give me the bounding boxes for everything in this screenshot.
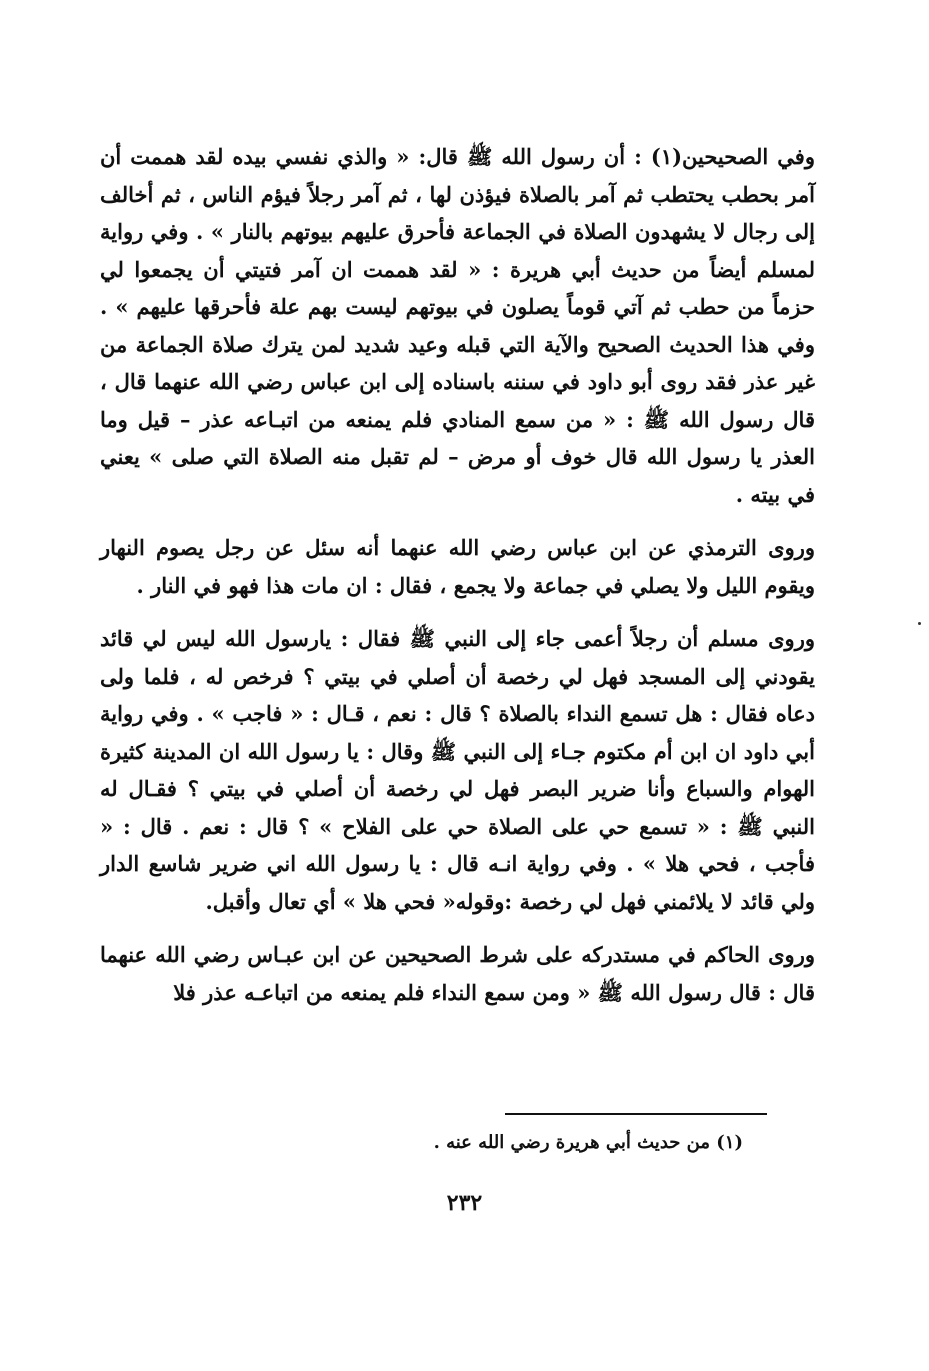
footnote-divider — [505, 1113, 767, 1115]
paragraph-2: وروى الترمذي عن ابن عباس رضي الله عنهما أنه سئل عن رجل يصوم النهار ويقوم الليل ولا يصلي في جماعة ولا يجمع ، فقال : ان مات هذا فهو في النار . — [100, 535, 815, 598]
footnote: (١) من حديث أبي هريرة رضي الله عنه . — [433, 1132, 743, 1153]
paragraph-3: وروى مسلم أن رجلاً أعمى جاء إلى النبي ﷺ فقال : يارسول الله ليس لي قائد يقودني إلى المسجد فهل لي رخصة أن أصلي في بيتي ؟ فرخص له ، فلما ولى دعاه فقال : هل تسمع النداء بالصلاة ؟ قال : نعم ، قـال : « فاجب » . وفي رواية أبي داود ان ابن أم مكتوم جـاء إلى النبي ﷺ وقال : يا رسول الله ان المدينة كثيرة الهوام والسباع وأنا ضرير البصر فهل لي رخصة أن أصلي في بيتي ؟ فقـال له النبي ﷺ : « تسمع حي على الصلاة حي على الفلاح » ؟ قال : نعم . قال : « فأجب ، فحي هلا » . وفي رواية انـه قال : يا رسول الله اني ضرير شاسع الدار ولي قائد لا يلائمني فهل لي رخصة :وقوله« فحي هلا » أي تعال وأقبل. — [100, 626, 815, 914]
page-body — [100, 138, 815, 1011]
page-number: ٢٣٢ — [446, 1190, 483, 1216]
paragraph-1: وفي الصحيحين(١) : أن رسول الله ﷺ قال: « والذي نفسي بيده لقد هممت أن آمر بحطب يحتطب ثم آمر بالصلاة فيؤذن لها ، ثم آمر رجلاً فيؤم الناس ، ثم أخالف إلى رجال لا يشهدون الصلاة في الجماعة فأحرق عليهم بيوتهم بالنار » . وفي رواية لمسلم أيضاً من حديث أبي هريرة : « لقد هممت ان آمر فتيتي أن يجمعوا لي حزماً من حطب ثم آتي قوماً يصلون في بيوتهم ليست بهم علة فأحرقها عليهم » . وفي هذا الحديث الصحيح والآية التي قبله وعيد شديد لمن يترك صلاة الجماعة من غير عذر فقد روى أبو داود في سننه باسناده إلى ابن عباس رضي الله عنهما قال ، قال رسول الله ﷺ : « من سمع المنادي فلم يمنعه من اتبـاعه عذر – قيل وما العذر يا رسول الله قال خوف أو مرض – لم تقبل منه الصلاة التي صلى » يعني في بيته . — [100, 144, 815, 507]
paragraph-4: وروى الحاكم في مستدركه على شرط الصحيحين عن ابن عبـاس رضي الله عنهما قال : قال رسول الله ﷺ « ومن سمع النداء فلم يمنعه من اتباعـه عذر فلا — [100, 942, 815, 1005]
scan-speck — [918, 622, 921, 625]
